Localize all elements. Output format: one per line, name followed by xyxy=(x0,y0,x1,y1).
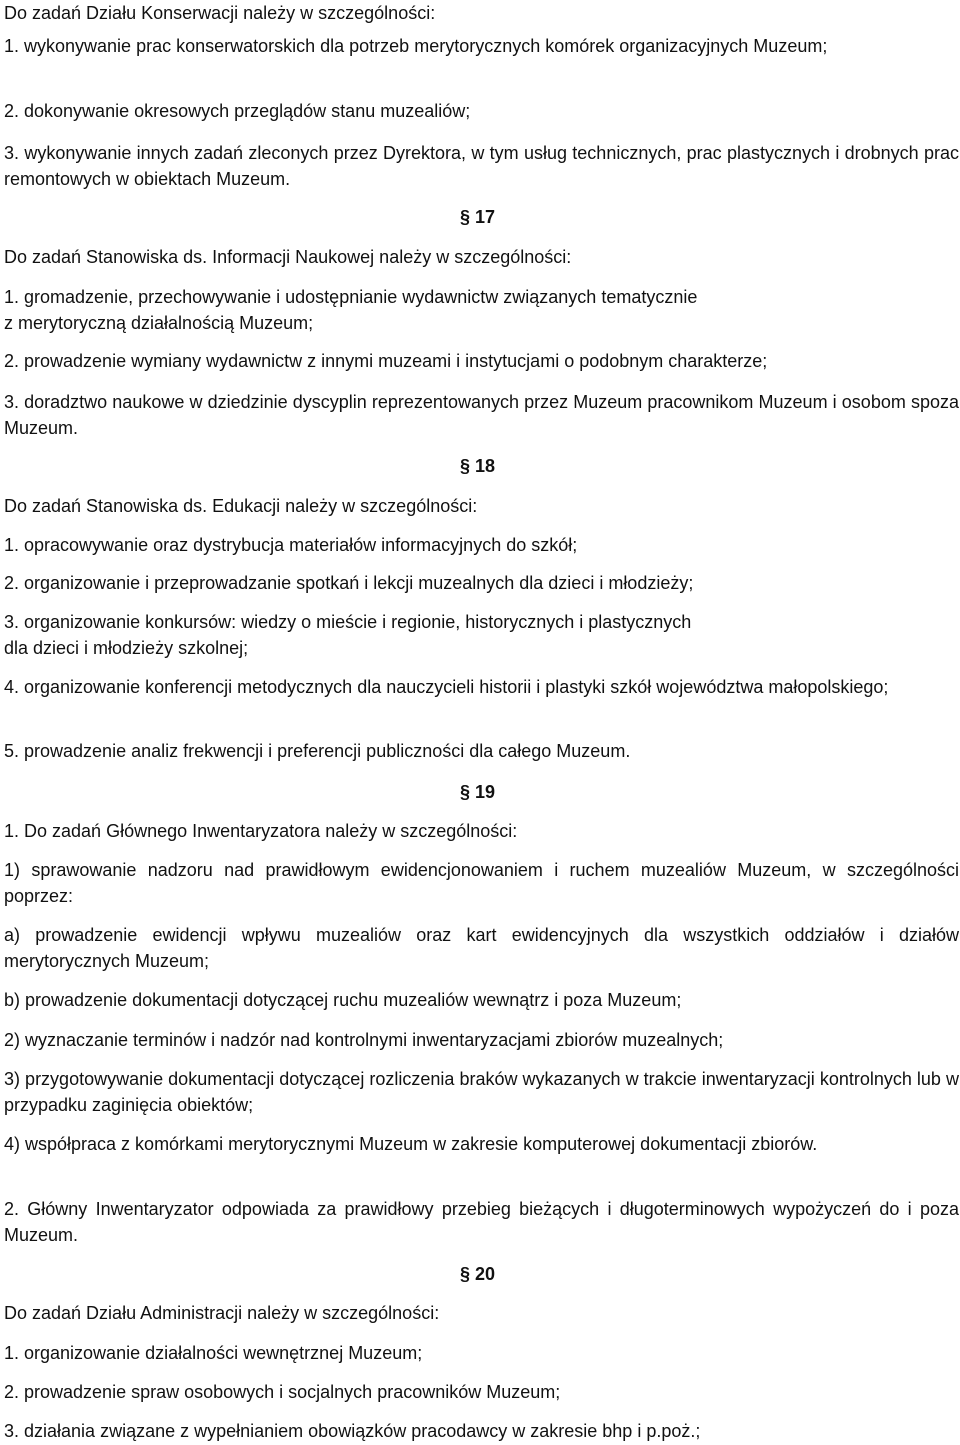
paragraph: Do zadań Działu Administracji należy w szczególności: xyxy=(4,1303,440,1323)
list-item: 1. gromadzenie, przechowywanie i udostępnianie wydawnictw związanych tematycznie z merytoryczną działalnością Muzeum; xyxy=(4,287,698,333)
list-item: 2. prowadzenie wymiany wydawnictw z innymi muzeami i instytucjami o podobnym charakterze; xyxy=(4,351,768,371)
list-item: 3. doradztwo naukowe w dziedzinie dyscyplin reprezentowanych przez Muzeum pracownikom Muzeum i osobom spoza Muzeum. xyxy=(4,392,959,438)
list-item: 1. organizowanie działalności wewnętrznej Muzeum; xyxy=(4,1343,423,1363)
list-item: 5. prowadzenie analiz frekwencji i preferencji publiczności dla całego Muzeum. xyxy=(4,741,631,761)
list-item: a) prowadzenie ewidencji wpływu muzealiów oraz kart ewidencyjnych dla wszystkich oddziałów i działów merytorycznych Muzeum; xyxy=(4,925,959,971)
paragraph: Do zadań Stanowiska ds. Informacji Naukowej należy w szczególności: xyxy=(4,247,572,267)
list-item: 3. organizowanie konkursów: wiedzy o mieście i regionie, historycznych i plastycznych dla dzieci i młodzieży szkolnej; xyxy=(4,612,692,658)
list-item: 2. organizowanie i przeprowadzanie spotkań i lekcji muzealnych dla dzieci i młodzieży; xyxy=(4,573,694,593)
list-item: 3. działania związane z wypełnianiem obowiązków pracodawcy w zakresie bhp i p.poż.; xyxy=(4,1421,701,1441)
list-item: 3) przygotowywanie dokumentacji dotyczącej rozliczenia braków wykazanych w trakcie inwentaryzacji kontrolnych lub w przypadku zaginięcia obiektów; xyxy=(4,1069,959,1115)
list-item: 4) współpraca z komórkami merytorycznymi Muzeum w zakresie komputerowej dokumentacji zbiorów. xyxy=(4,1134,818,1154)
list-item: b) prowadzenie dokumentacji dotyczącej ruchu muzealiów wewnątrz i poza Muzeum; xyxy=(4,990,682,1010)
section-heading: § 18 xyxy=(460,456,496,476)
paragraph: Do zadań Działu Konserwacji należy w szczególności: xyxy=(4,3,436,23)
section-heading: § 20 xyxy=(460,1264,496,1284)
list-item: 4. organizowanie konferencji metodycznych dla nauczycieli historii i plastyki szkół województwa małopolskiego; xyxy=(4,677,889,697)
list-item: 2) wyznaczanie terminów i nadzór nad kontrolnymi inwentaryzacjami zbiorów muzealnych; xyxy=(4,1030,724,1050)
list-item: 1. opracowywanie oraz dystrybucja materiałów informacyjnych do szkół; xyxy=(4,535,578,555)
paragraph: 1. Do zadań Głównego Inwentaryzatora należy w szczególności: xyxy=(4,821,518,841)
paragraph: 2. Główny Inwentaryzator odpowiada za prawidłowy przebieg bieżących i długoterminowych wypożyczeń do i poza Muzeum. xyxy=(4,1199,959,1245)
list-item: 1. wykonywanie prac konserwatorskich dla potrzeb merytorycznych komórek organizacyjnych Muzeum; xyxy=(4,36,828,56)
list-item: 2. dokonywanie okresowych przeglądów stanu muzealiów; xyxy=(4,101,471,121)
list-item: 1) sprawowanie nadzoru nad prawidłowym ewidencjonowaniem i ruchem muzealiów Muzeum, w szczególności poprzez: xyxy=(4,860,959,906)
paragraph: Do zadań Stanowiska ds. Edukacji należy w szczególności: xyxy=(4,496,478,516)
list-item: 3. wykonywanie innych zadań zleconych przez Dyrektora, w tym usług technicznych, prac plastycznych i drobnych prac remontowych w obiektach Muzeum. xyxy=(4,143,959,189)
section-heading: § 17 xyxy=(460,207,496,227)
section-heading: § 19 xyxy=(460,782,496,802)
list-item: 2. prowadzenie spraw osobowych i socjalnych pracowników Muzeum; xyxy=(4,1382,561,1402)
